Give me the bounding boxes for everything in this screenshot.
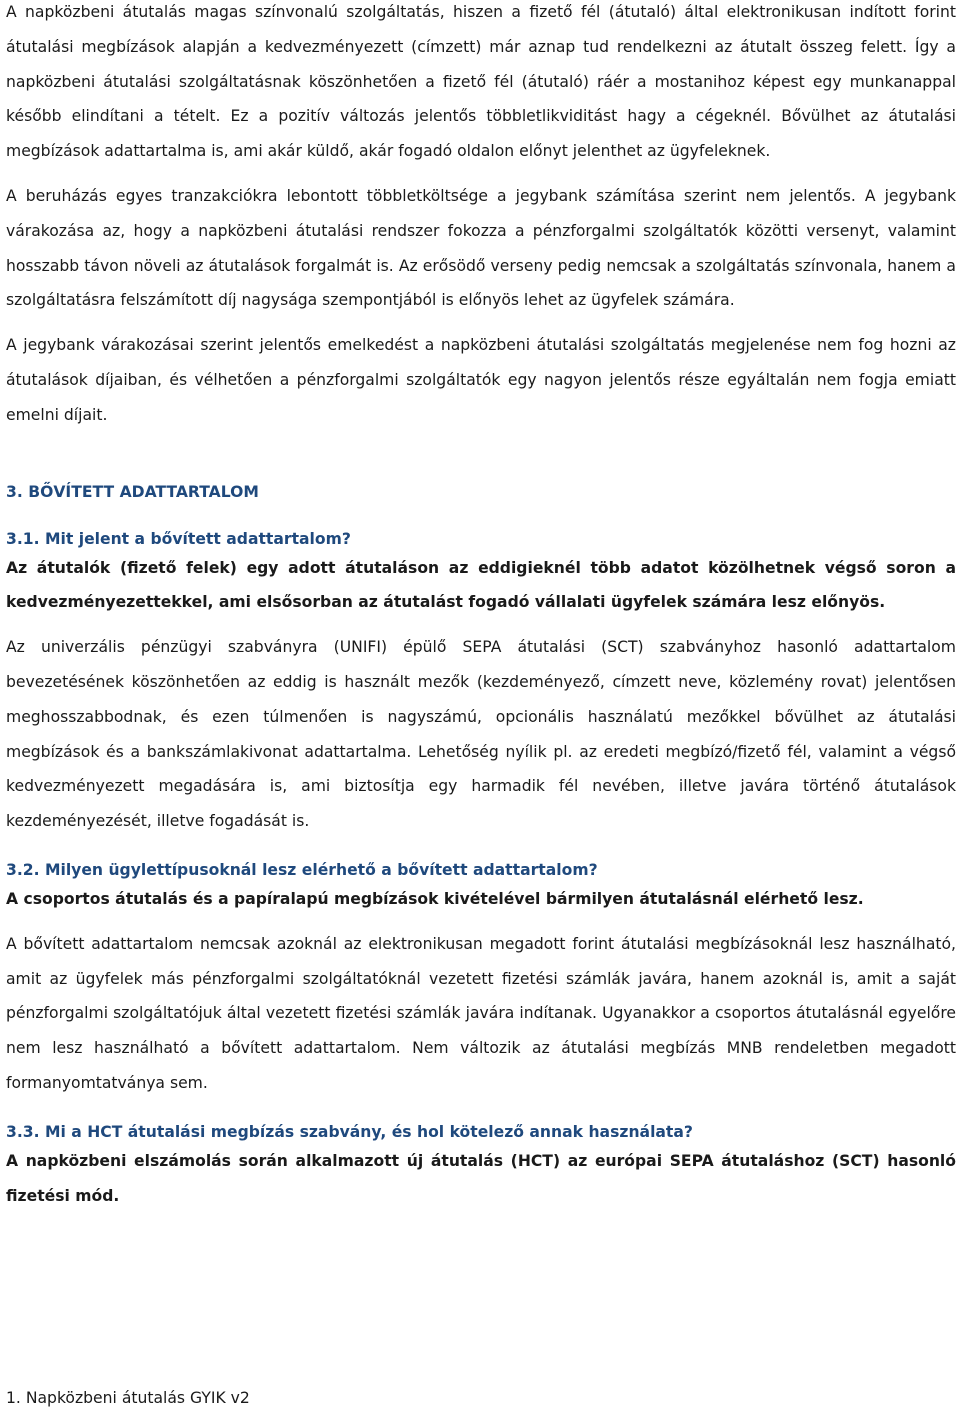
question-3-2-answer-bold: A csoportos átutalás és a papíralapú megbízások kivételével bármilyen átutalásnál elérhető lesz. xyxy=(6,889,864,908)
investment-paragraph: A beruházás egyes tranzakciókra lebontott többletköltsége a jegybank számítása szerint nem jelentős. A jegybank várakozása az, hogy a napközbeni átutalási rendszer fokozza a pénzforgalmi szolgáltatók közötti versenyt, valamint hosszabb távon növeli az átutalások forgalmát is. Az erősödő verseny pedig nemcsak a szolgáltatás színvonala, hanem a szolgáltatásra felszámított díj nagysága szempontjából is előnyös lehet az ügyfelek számára. xyxy=(6,186,956,310)
section-3-heading: 3. BŐVÍTETT ADATTARTALOM xyxy=(6,482,259,501)
question-3-2-answer-text: A bővített adattartalom nemcsak azoknál az elektronikusan megadott forint átutalási megbízásoknál lesz használható, amit az ügyfelek más pénzforgalmi szolgáltatóknál vezetett fizetési számlák javára, hanem azoknál is, amit a saját pénzforgalmi szolgáltatójuk által vezetett fizetési számlák javára indítanak. Ugyanakkor a csoportos átutalásnál egyelőre nem lesz használható a bővített adattartalom. Nem változik az átutalási megbízás MNB rendeletben megadott formanyomtatványa sem. xyxy=(6,934,956,1092)
fees-paragraph: A jegybank várakozásai szerint jelentős emelkedést a napközbeni átutalási szolgáltatás megjelenése nem fog hozni az átutalások díjaiban, és vélhetően a pénzforgalmi szolgáltatók egy nagyon jelentős része egyáltalán nem fogja emiatt emelni díjait. xyxy=(6,336,956,424)
intro-paragraph: A napközbeni átutalás magas színvonalú szolgáltatás, hiszen a fizető fél (átutaló) által elektronikusan indított forint átutalási megbízások alapján a kedvezményezett (címzett) már aznap tud rendelkezni az átutalt összeg felett. Így a napközbeni átutalási szolgáltatásnak köszönhetően a fizető fél (átutaló) ráér a mostanihoz képest egy munkanappal később elindítani a tételt. Ez a pozitív változás jelentős többletlikviditást hagy a cégeknél. Bővülhet az átutalási megbízások adattartalma is, ami akár küldő, akár fogadó oldalon előnyt jelenthet az ügyfeleknek. xyxy=(6,3,956,161)
question-3-2-heading: 3.2. Milyen ügylettípusoknál lesz elérhető a bővített adattartalom? xyxy=(6,860,598,879)
document-page xyxy=(6,0,956,1213)
question-3-3-answer-bold: A napközbeni elszámolás során alkalmazott új átutalás (HCT) az európai SEPA átutaláshoz (SCT) hasonló fizetési mód. xyxy=(6,1151,956,1205)
question-3-3-heading: 3.3. Mi a HCT átutalási megbízás szabvány, és hol kötelező annak használata? xyxy=(6,1122,693,1141)
question-3-1-answer-bold: Az átutalók (fizető felek) egy adott átutaláson az eddigieknél több adatot közölhetnek végső soron a kedvezményezettekkel, ami elsősorban az átutalást fogadó vállalati ügyfelek számára lesz előnyös. xyxy=(6,558,956,612)
page-footer: 1. Napközbeni átutalás GYIK v2 xyxy=(6,1389,250,1407)
question-3-1-answer-text: Az univerzális pénzügyi szabványra (UNIFI) épülő SEPA átutalási (SCT) szabványhoz hasonló adattartalom bevezetésének köszönhetően az eddig is használt mezők (kezdeményező, címzett neve, közlemény rovat) jelentősen meghosszabbodnak, és ezen túlmenően is nagyszámú, opcionális használatú mezőkkel bővülhet az átutalási megbízások és a bankszámlakivonat adattartalma. Lehetőség nyílik pl. az eredeti megbízó/fizető fél, valamint a végső kedvezményezett megadására is, ami biztosítja egy harmadik fél nevében, illetve javára történő átutalások kezdeményezését, illetve fogadását is. xyxy=(6,638,956,831)
question-3-1-heading: 3.1. Mit jelent a bővített adattartalom? xyxy=(6,529,351,548)
